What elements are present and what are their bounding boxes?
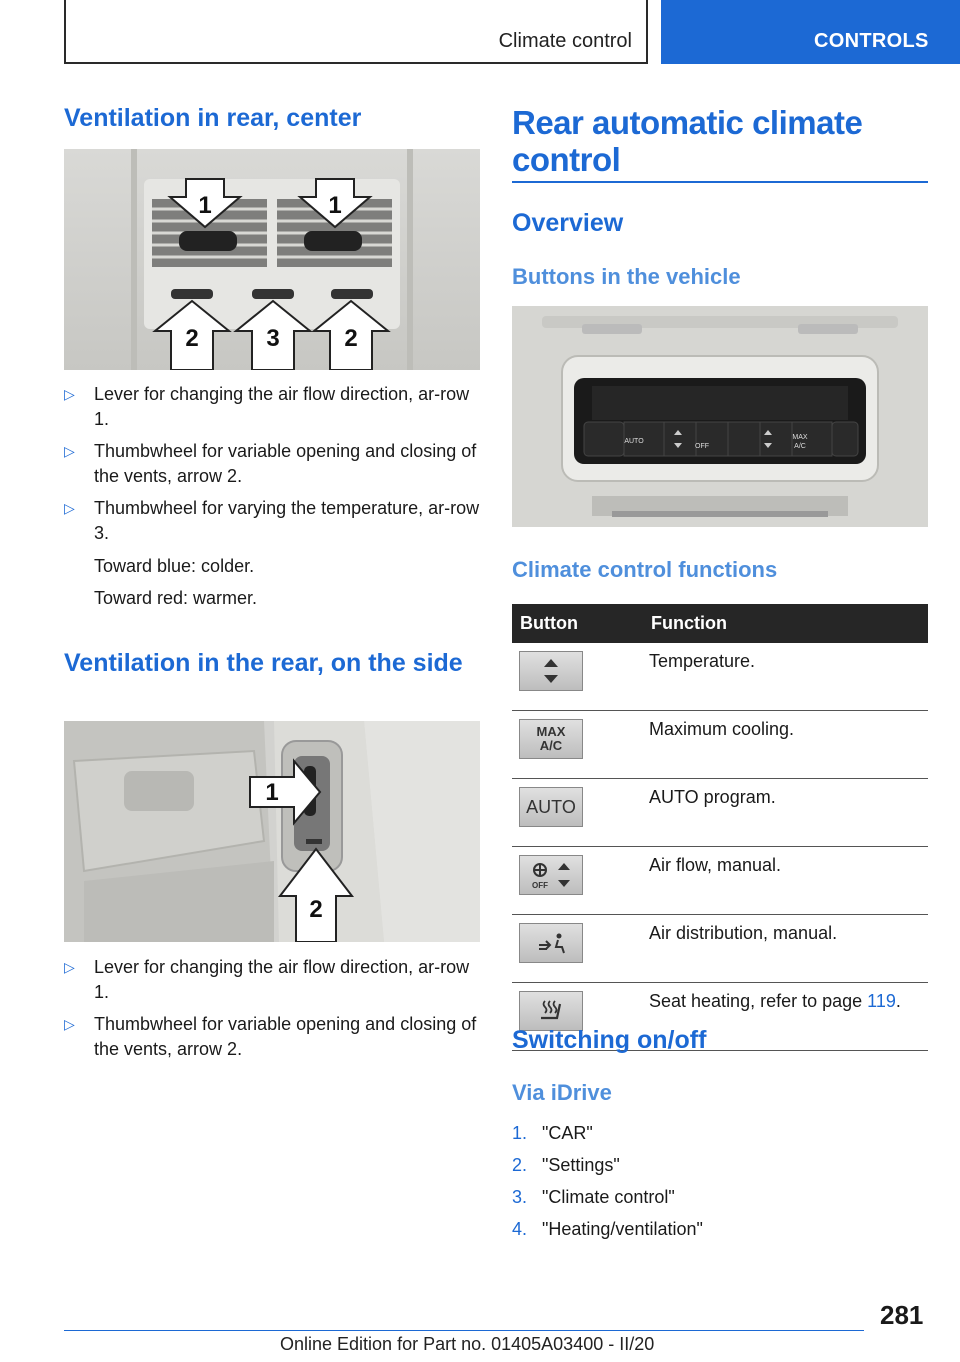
heading-switching-on-off: Switching on/off <box>512 1026 707 1054</box>
list-item: 4. "Heating/ventilation" <box>512 1219 703 1239</box>
heading-underline <box>512 181 928 183</box>
heading-via-idrive: Via iDrive <box>512 1080 612 1105</box>
list-item: 1. "CAR" <box>512 1123 593 1143</box>
table-header-button: Button <box>512 604 643 643</box>
triangle-bullet-icon: ▷ <box>64 386 75 402</box>
img1-label-2a: 2 <box>185 325 199 352</box>
function-max-cooling: Maximum cooling. <box>643 711 928 779</box>
svg-text:OFF: OFF <box>532 881 548 890</box>
triangle-bullet-icon: ▷ <box>64 443 75 459</box>
page-number: 281 <box>880 1300 924 1330</box>
function-auto-program: AUTO program. <box>643 779 928 847</box>
list-item: ▷ Thumbwheel for variable opening and closing of the vents, arrow 2. <box>64 441 477 486</box>
heading-overview: Overview <box>512 209 624 237</box>
heading-ventilation-rear-center: Ventilation in rear, center <box>64 104 362 132</box>
list-item: ▷ Thumbwheel for varying the temperature, ar-row 3. <box>64 498 480 543</box>
img1-label-1a: 1 <box>198 192 212 219</box>
header-section-box <box>64 0 648 64</box>
function-air-distribution: Air distribution, manual. <box>643 915 928 983</box>
function-air-flow: Air flow, manual. <box>643 847 928 915</box>
table-header-function: Function <box>643 604 928 643</box>
max-ac-icon: MAX A/C <box>519 719 583 759</box>
heading-ventilation-rear-side: Ventilation in the rear, on the side <box>64 649 463 677</box>
bullet-list-side-vents <box>64 955 480 1069</box>
temperature-arrows-icon <box>519 651 583 691</box>
panel-off-label: OFF <box>695 443 709 450</box>
list-item: 2. "Settings" <box>512 1155 620 1175</box>
list-item: ▷ Lever for changing the air flow direction, ar-row 1. <box>64 384 470 429</box>
table-row <box>512 643 928 711</box>
table-row <box>512 779 928 847</box>
svg-text:MAX: MAX <box>792 434 808 441</box>
svg-text:A/C: A/C <box>794 443 806 450</box>
triangle-bullet-icon: ▷ <box>64 959 75 975</box>
climate-functions-table <box>512 604 928 1051</box>
function-temperature: Temperature. <box>643 643 928 711</box>
toward-red-text: Toward red: warmer. <box>94 588 258 608</box>
header-chapter-tab[interactable] <box>661 0 960 64</box>
footer-divider <box>64 1330 864 1331</box>
list-item: ▷ Lever for changing the air flow direction, ar-row 1. <box>64 957 470 1002</box>
triangle-bullet-icon: ▷ <box>64 1016 75 1032</box>
table-row <box>512 915 928 983</box>
table-header-row <box>512 604 928 643</box>
triangle-bullet-icon: ▷ <box>64 500 75 516</box>
air-distribution-icon <box>519 923 583 963</box>
function-seat-heating: Seat heating, refer to page 119. <box>643 983 928 1051</box>
rear-side-vent-photo <box>64 721 480 942</box>
bullet-list-center-vents <box>64 382 480 553</box>
heading-rear-automatic-climate-control: Rear automatic climate control <box>512 104 863 178</box>
header-section-title: Climate control <box>498 30 632 52</box>
page-link-119[interactable]: 119 <box>867 991 896 1011</box>
rear-climate-panel-photo <box>512 306 928 527</box>
table-row <box>512 847 928 915</box>
heading-buttons-in-vehicle: Buttons in the vehicle <box>512 264 741 289</box>
img1-label-3: 3 <box>266 325 280 352</box>
fan-off-icon <box>519 855 583 895</box>
img1-label-1b: 1 <box>328 192 342 219</box>
idrive-steps-list <box>512 1117 703 1245</box>
panel-auto-label: AUTO <box>624 438 644 445</box>
img1-label-2b: 2 <box>344 325 358 352</box>
heading-climate-control-functions: Climate control functions <box>512 557 778 582</box>
list-item: ▷ Thumbwheel for variable opening and closing of the vents, arrow 2. <box>64 1014 477 1059</box>
list-item: 3. "Climate control" <box>512 1187 675 1207</box>
table-row <box>512 711 928 779</box>
seat-heating-icon <box>519 991 583 1031</box>
rear-center-vents-photo <box>64 149 480 370</box>
header-chapter-title: CONTROLS <box>814 30 929 52</box>
auto-icon: AUTO <box>519 787 583 827</box>
img2-label-1: 1 <box>265 779 279 806</box>
toward-blue-text: Toward blue: colder. <box>94 556 255 576</box>
img2-label-2: 2 <box>309 896 323 923</box>
footer-edition: Online Edition for Part no. 01405A03400 - II/20 <box>280 1334 655 1354</box>
